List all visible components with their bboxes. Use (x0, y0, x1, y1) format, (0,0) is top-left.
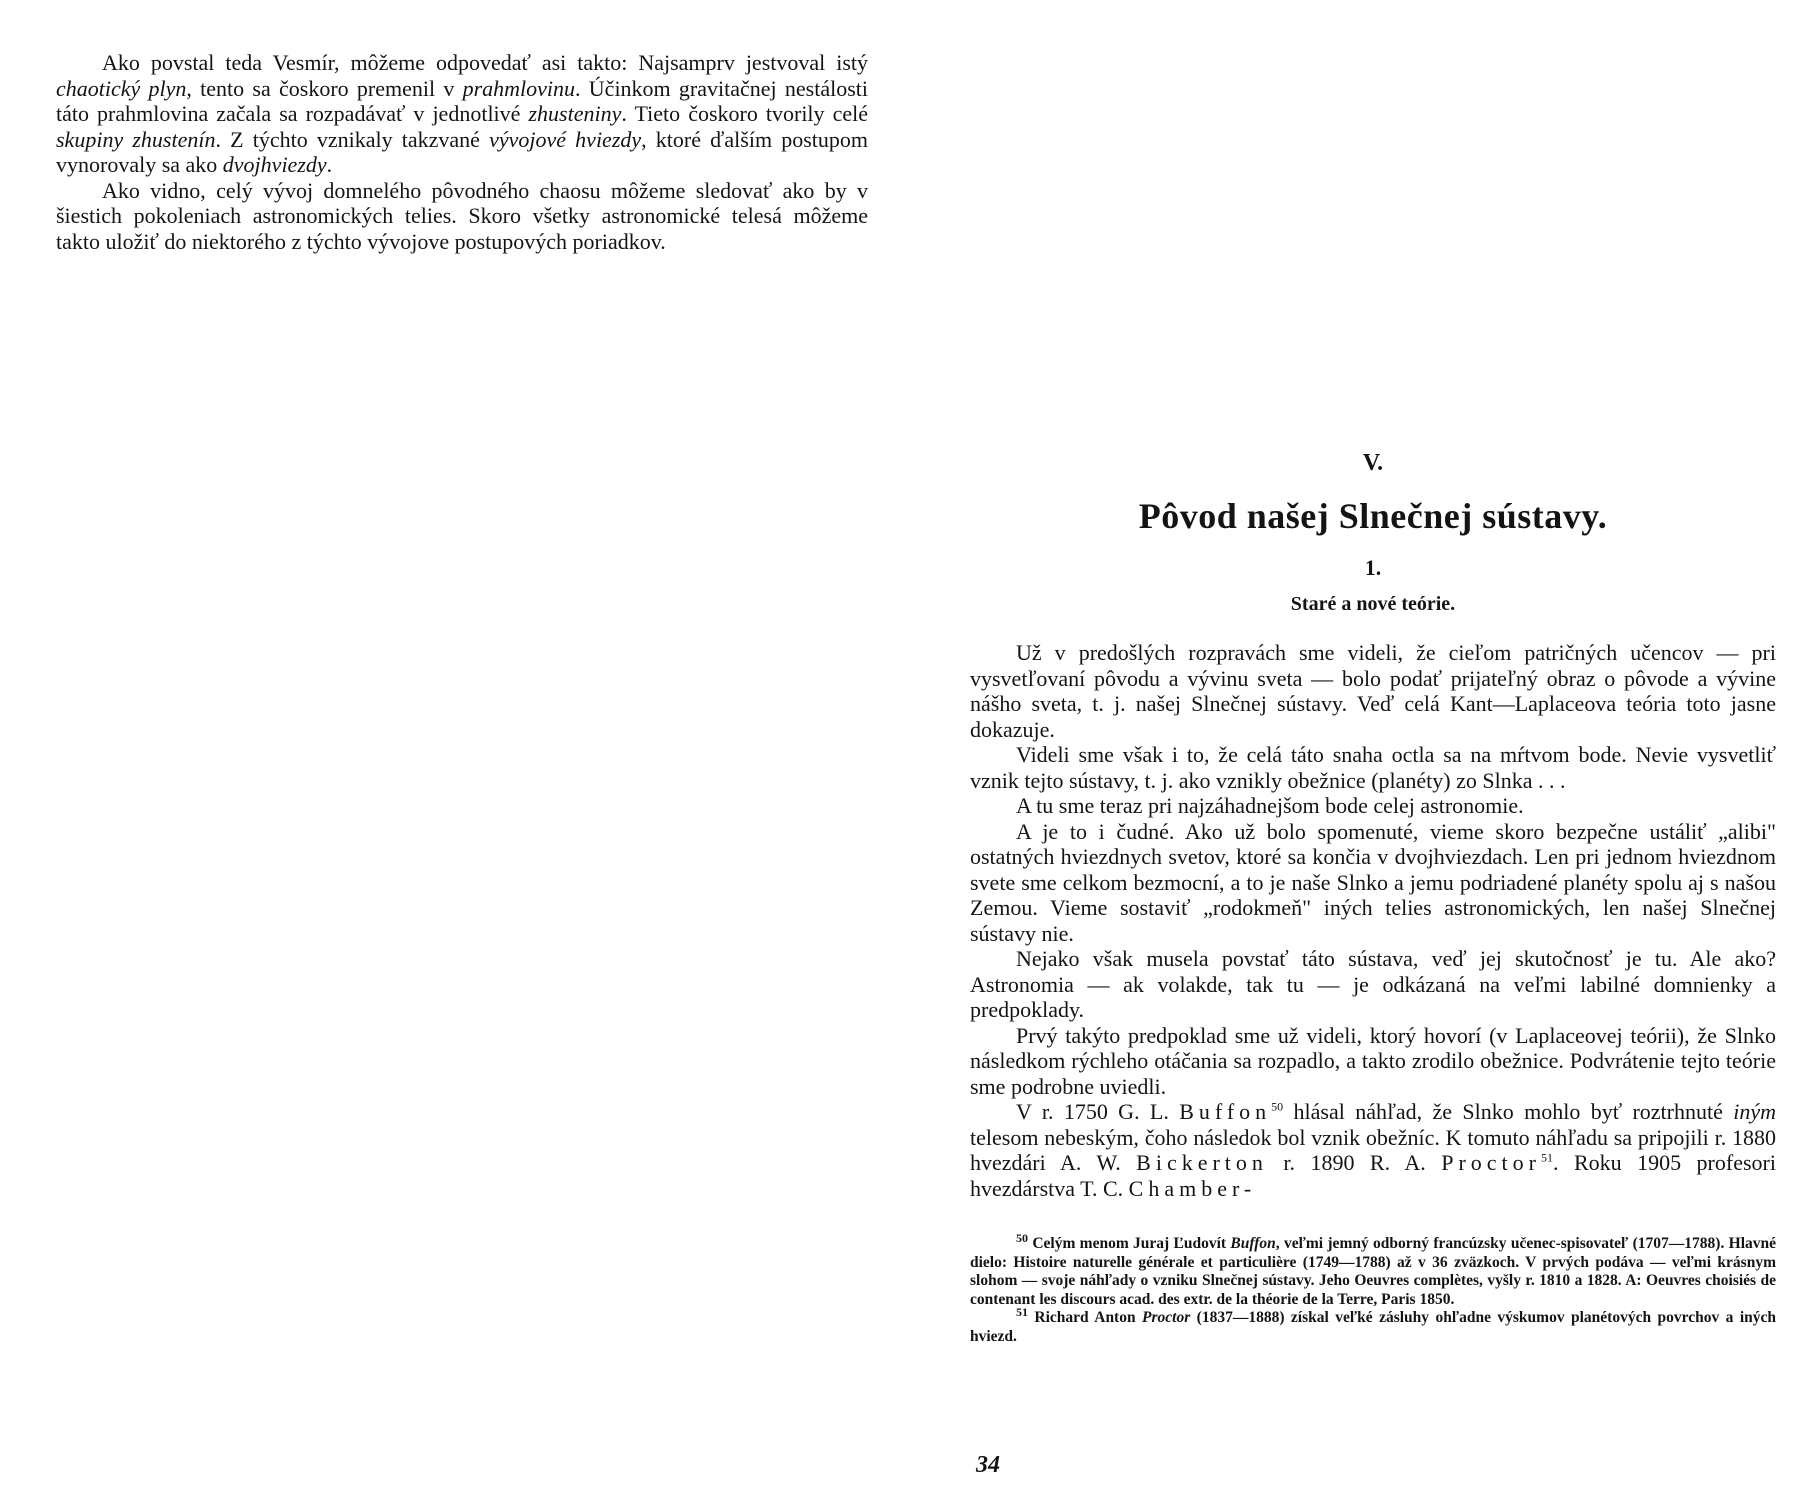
text-run: V r. 1750 G. L. (1016, 1099, 1180, 1124)
section-title: Staré a nové teórie. (1290, 593, 1456, 615)
text-run: , tento sa čoskoro premenil v (186, 75, 463, 101)
chapter-number: V. (1362, 450, 1384, 476)
text-run: skupiny zhustenín (56, 126, 216, 152)
text-run: prahmlovinu (462, 75, 576, 101)
paragraph (56, 50, 868, 178)
footnotes (970, 1230, 1777, 1346)
text-run: Prvý takýto predpoklad sme už videli, ktorý hovorí (v Laplaceovej teórii), že Slnko následkom rýchleho otáčania sa rozpadlo, a takto zrodilo obežnice. Podvrátenie tejto teórie sme podrobne uviedli. (970, 1022, 1776, 1099)
spaced-name: Chamber- (1128, 1175, 1257, 1201)
text-run: . Účinkom gravitačnej nestálosti táto prahmlovina začala sa rozpadávať v jednotlivé (56, 75, 868, 126)
footnote-ref: 51 (1540, 1150, 1553, 1165)
spaced-name: Proctor (1441, 1150, 1541, 1175)
text-run: Richard Anton (1028, 1309, 1143, 1326)
text-run: . Roku 1905 profesori hvezdárstva T. C. (970, 1150, 1776, 1201)
text-run: A tu sme teraz pri najzáhadnejšom bode celej astronomie. (1016, 793, 1524, 818)
footnote-ref: 50 (1271, 1099, 1284, 1114)
text-run: zhusteniny (528, 101, 622, 126)
spaced-name: Bickerton (1136, 1150, 1268, 1175)
text-run: iným (1733, 1099, 1776, 1124)
footnote-ref: 50 (1016, 1230, 1028, 1245)
footnote (970, 1230, 1777, 1309)
right-page-text (970, 640, 1776, 1201)
chapter-title: Pôvod našej Slnečnej sústavy. (1138, 496, 1608, 536)
text-run: . Tieto čoskoro tvorily celé (621, 101, 868, 126)
paragraph (970, 1099, 1776, 1201)
text-run: . Z týchto vznikaly takzvané (215, 126, 490, 152)
text-run: Už v predošlých rozpravách sme videli, že cieľom patričných učencov — pri vysvetľovaní pôvodu a vývinu sveta — bolo podať prijateľný obraz o pôvode a vývine nášho sveta, t. j. našej Slnečnej sústavy. Veď celá Kant—Laplaceova teória toto jasne dokazuje. (970, 640, 1776, 742)
paragraph (970, 793, 1776, 819)
text-run: vývojové hviezdy (489, 126, 642, 152)
text-run: Ako vidno, celý vývoj domnelého pôvodného chaosu môžeme sledovať ako by v šiestich pokoleniach astronomických telies. Skoro všetky astronomické telesá môžeme takto uložiť do niektorého z týchto vývojove postupových poriadkov. (56, 177, 868, 254)
paragraph (970, 819, 1776, 947)
footnote (970, 1304, 1777, 1346)
text-run: r. 1890 R. A. (1267, 1150, 1442, 1175)
left-page-text (56, 50, 868, 254)
text-run: hlásal náhľad, že Slnko mohlo byť roztrhnuté (1283, 1099, 1734, 1124)
footnote-ref: 51 (1016, 1304, 1028, 1319)
paragraph (970, 640, 1776, 742)
spaced-name: Buffon (1179, 1099, 1272, 1124)
text-run: chaotický plyn (56, 75, 187, 101)
left-page (56, 50, 868, 254)
paragraph (970, 946, 1776, 1023)
text-run: telesom nebeským, čoho následok bol vznik obežníc. K tomuto náhľadu sa pripojili r. 1880 hvezdári A. W. (970, 1124, 1776, 1175)
text-run: Nejako však musela povstať táto sústava, veď jej skutočnosť je tu. Ale ako? Astronomia — ak volakde, tak tu — je odkázaná na veľmi labilné domnienky a predpoklady. (970, 946, 1776, 1022)
text-run: Videli sme však i to, že celá táto snaha octla sa na mŕtvom bode. Nevie vysvetliť vznik tejto sústavy, t. j. ako vznikly obežnice (planéty) zo Slnka . . . (970, 742, 1776, 793)
text-run: Ako povstal teda Vesmír, môžeme odpovedať asi takto: Najsamprv jestvoval istý (102, 50, 868, 75)
text-run: . (326, 152, 333, 177)
text-run: Buffon (1230, 1235, 1276, 1252)
paragraph (56, 178, 868, 255)
text-run: Proctor (1142, 1309, 1191, 1326)
text-run: , veľmi jemný odborný francúzsky učenec-spisovateľ (1707—1788). Hlavné dielo: Histoire naturelle générale et particulière (1749—1788) až v 36 zväzkoch. V prvých podáva — veľmi krásnym slohom — svoje náhľady o vzniku Slnečnej sústavy. Jeho Oeuvres complètes, vyšly r. 1810 a 1828. A: Oeuvres choisiés de contenant les discours acad. des extr. de la théorie de la Terre, Paris 1850. (970, 1235, 1777, 1308)
paragraph (970, 1023, 1776, 1100)
page-number: 34 (976, 1452, 1000, 1478)
text-run: Celým menom Juraj Ľudovít (1028, 1235, 1231, 1252)
text-run: dvojhviezdy (222, 152, 327, 177)
right-page (970, 450, 1776, 1346)
paragraph (970, 742, 1776, 793)
section-number: 1. (1364, 555, 1382, 580)
text-run: , ktoré ďalším postupom vynorovaly sa ako (56, 126, 868, 177)
text-run: A je to i čudné. Ako už bolo spomenuté, vieme skoro bezpečne ustáliť „alibi" ostatných hviezdnych svetov, ktoré sa končia v dvojhviezdach. Len pri jednom hviezdnom svete sme celkom bezmocní, a to je naše Slnko a jemu podriadené planéty spolu aj s našou Zemou. Vieme sostaviť „rodokmeň" iných telies astronomických, len našej Slnečnej sústavy nie. (970, 818, 1776, 946)
text-run: (1837—1888) získal veľké zásluhy ohľadne výskumov planétových povrchov a iných hviezd. (970, 1309, 1777, 1345)
